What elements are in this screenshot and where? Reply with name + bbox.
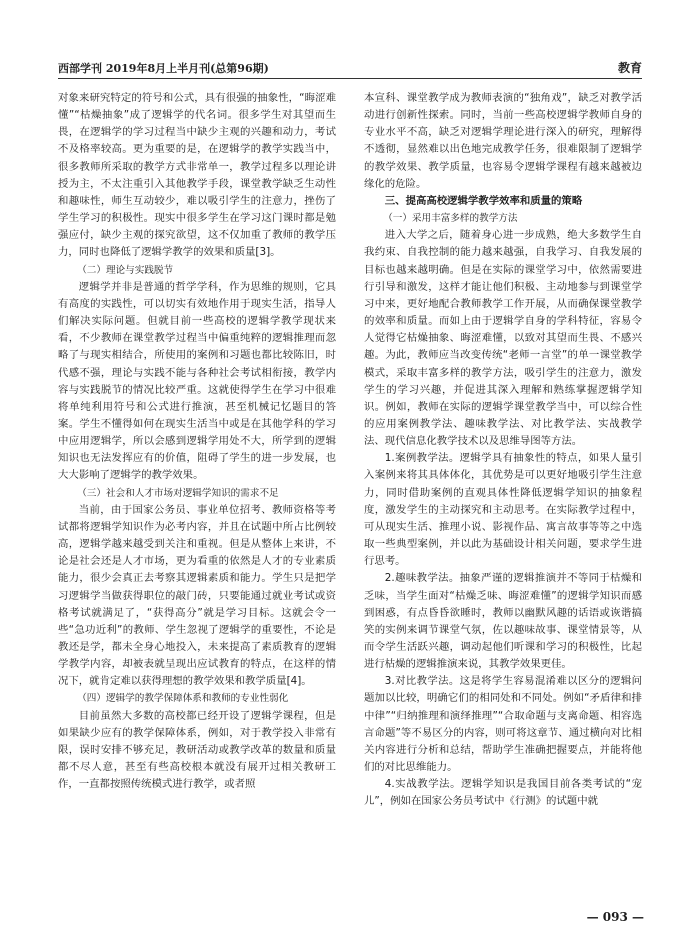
- paragraph: 进入大学之后，随着身心进一步成熟，绝大多数学生自我约束、自我控制的能力越来越强，自我学习、自我发展的目标也越来越明确。但是在实际的课堂学习中，依然需要进行引导和激发，这样才能让他们积极、主动地参与到课堂学习中来，更好地配合教师教学工作开展，从而确保课堂教学的效率和质量。而如上由于逻辑学自身的学科特征，容易令人觉得它枯燥抽象、晦涩难懂，以致对其望而生畏、不感兴趣。为此，教师应当改变传统“老师一言堂”的单一课堂教学模式，采取丰富多样的教学方法，吸引学生的注意力，激发学生的学习兴趣，并促进其深入理解和熟练掌握逻辑学知识。例如，教师在实际的逻辑学课堂教学当中，可以综合性的应用案例教学法、趣味教学法、对比教学法、实战教学法、现代信息化教学技术以及思维导图等方法。: [364, 229, 642, 448]
- journal-title: 西部学刊 2019年8月上半月刊(总第96期): [58, 62, 269, 75]
- right-text-column: [364, 90, 642, 811]
- paragraph: 逻辑学并非是普通的哲学学科，作为思维的规则，它具有高度的实践性，可以切实有效地作用于现实生活，指导人们解决实际问题。但就目前一些高校的逻辑学教学现状来看，不少教师在课堂教学过程当中偏重纯粹的逻辑推理而忽略了与现实相结合，所使用的案例和习题也都比较陈旧，时代感不强，理论与实践不能与各种社会考试相衔接，教学内容与实践脱节的情况比较严重。这就使得学生在学习中很难将单纯利用符号和公式进行推演，甚至机械记忆题目的答案。学生不懂得如何在现实生活当中或是在其他学科的学习中应用逻辑学，所以会感到逻辑学用处不大，所学到的逻辑知识也无法发挥应有的价值，阻碍了学生的进一步发展，也大大影响了逻辑学的教学效果。: [58, 280, 336, 482]
- header-divider: [58, 78, 642, 79]
- section-heading: 三、提高高校逻辑学教学效率和质量的策略: [384, 194, 583, 207]
- paragraph-continuation: 对象来研究特定的符号和公式，具有很强的抽象性，“晦涩难懂”“枯燥抽象”成了逻辑学的代名词。很多学生对其望而生畏，在逻辑学的学习过程当中缺少主观的兴趣和动力，考试不及格率较高。更为重要的是，在逻辑学的教学实践当中，很多教师所采取的教学方式非常单一，教学过程多以理论讲授为主，不太注重引入其他教学手段，课堂教学缺乏生动性和趣味性，师生互动较少，难以吸引学生的注意力，挫伤了学生学习的积极性。现实中很多学生在学习这门课时都是勉强应付，缺少主观的探究欲望，这不仅加重了教师的教学压力，同时也降低了逻辑学教学的效果和质量[3]。: [58, 92, 336, 259]
- paragraph-continuation: 本宣科、课堂教学成为教师表演的“独角戏”，缺乏对教学活动进行创新性探索。同时，当前一些高校逻辑学教师自身的专业水平不高，缺乏对逻辑学理论进行深入的研究，理解得不透彻，显然难以出色地完成教学任务，很难限制了逻辑学的教学效果、教学质量，也容易令逻辑学课程有越来越被边缘化的危险。: [364, 92, 642, 190]
- running-header: [58, 60, 642, 76]
- paragraph: 3.对比教学法。这是将学生容易混淆难以区分的逻辑问题加以比较，明确它们的相同处和不同处。例如“矛盾律和排中律”“归纳推理和演绎推理”“合取命题与支离命题、相容选言命题”等不易区分的内容，则可将这章节、通过横向对比相关内容进行分析和总结，帮助学生准确把握要点，并能将他们的对比思维能力。: [364, 675, 642, 774]
- paragraph: 1.案例教学法。逻辑学具有抽象性的特点，如果人量引入案例来将其具体体化，其优势是可以更好地吸引学生注意力，同时借助案例的直观具体性降低逻辑学知识的抽象程度，激发学生的主动探究和主动思考。在实际教学过程中，可从现实生活、推理小说、影视作品、寓言故事等等之中选取一些典型案例，并以此为基础设计相关问题，要求学生进行思考。: [364, 452, 642, 568]
- subheading: （三）社会和人才市场对逻辑学知识的需求不足: [77, 487, 279, 499]
- paragraph: 2.趣味教学法。抽象严谨的逻辑推演并不等同于枯燥和乏味，当学生面对“枯燥乏味、晦涩难懂”的逻辑学知识而感到困惑，有点昏昏欲睡时，教师以幽默风趣的话语或诙谐搞笑的实例来调节课堂气氛，佐以趣味故事、课堂情景等，从而令学生活跃兴趣，调动起他们听课和学习的积极性，比起进行枯燥的逻辑推演来说，其教学效果更佳。: [364, 572, 642, 671]
- paragraph: 4.实战教学法。逻辑学知识是我国目前各类考试的“宠儿”，例如在国家公务员考试中《行测》的试题中就: [364, 778, 642, 808]
- subheading: （二）理论与实践脱节: [77, 264, 174, 276]
- paragraph: 目前虽然大多数的高校都已经开设了逻辑学课程，但是如果缺少应有的教学保障体系，例如，对于教学投入非常有限，误时安排不够充足，教研活动或教学改革的数量和质量都不尽人意，甚至有些高校根本就没有展开过相关教研工作，一直都按照传统模式进行教学，或者照: [58, 709, 336, 791]
- left-text-column: [58, 90, 336, 793]
- page-number: — 093 —: [586, 910, 644, 924]
- section-label: 教育: [617, 61, 642, 75]
- paragraph: 当前，由于国家公务员、事业单位招考、教师资格等考试都将逻辑学知识作为必考内容，并且在试题中所占比例较高，逻辑学越来越受到关注和重视。但是从整体上来讲，不论是社会还是人才市场，更为看重的依然是人才的专业素质能力，很少会真正去考察其逻辑素质和能力。学生只是把学习逻辑学当做获得职位的敲门砖，只要能通过就业考试或资格考试就满足了，“获得高分”就是学习目标。这就会令一些“急功近利”的教师、学生忽视了逻辑学的重要性，不论是教还是学，都未全身心地投入，未来提高了素质教育的逻辑学教学内容，却被表就呈现出应试教育的特点，在这样的情况下，就肯定难以获得理想的教学效果和教学质量[4]。: [58, 503, 336, 688]
- subheading: （一）采用丰富多样的教学方法: [383, 213, 518, 225]
- subheading: （四）逻辑学的教学保障体系和教师的专业性弱化: [77, 693, 289, 705]
